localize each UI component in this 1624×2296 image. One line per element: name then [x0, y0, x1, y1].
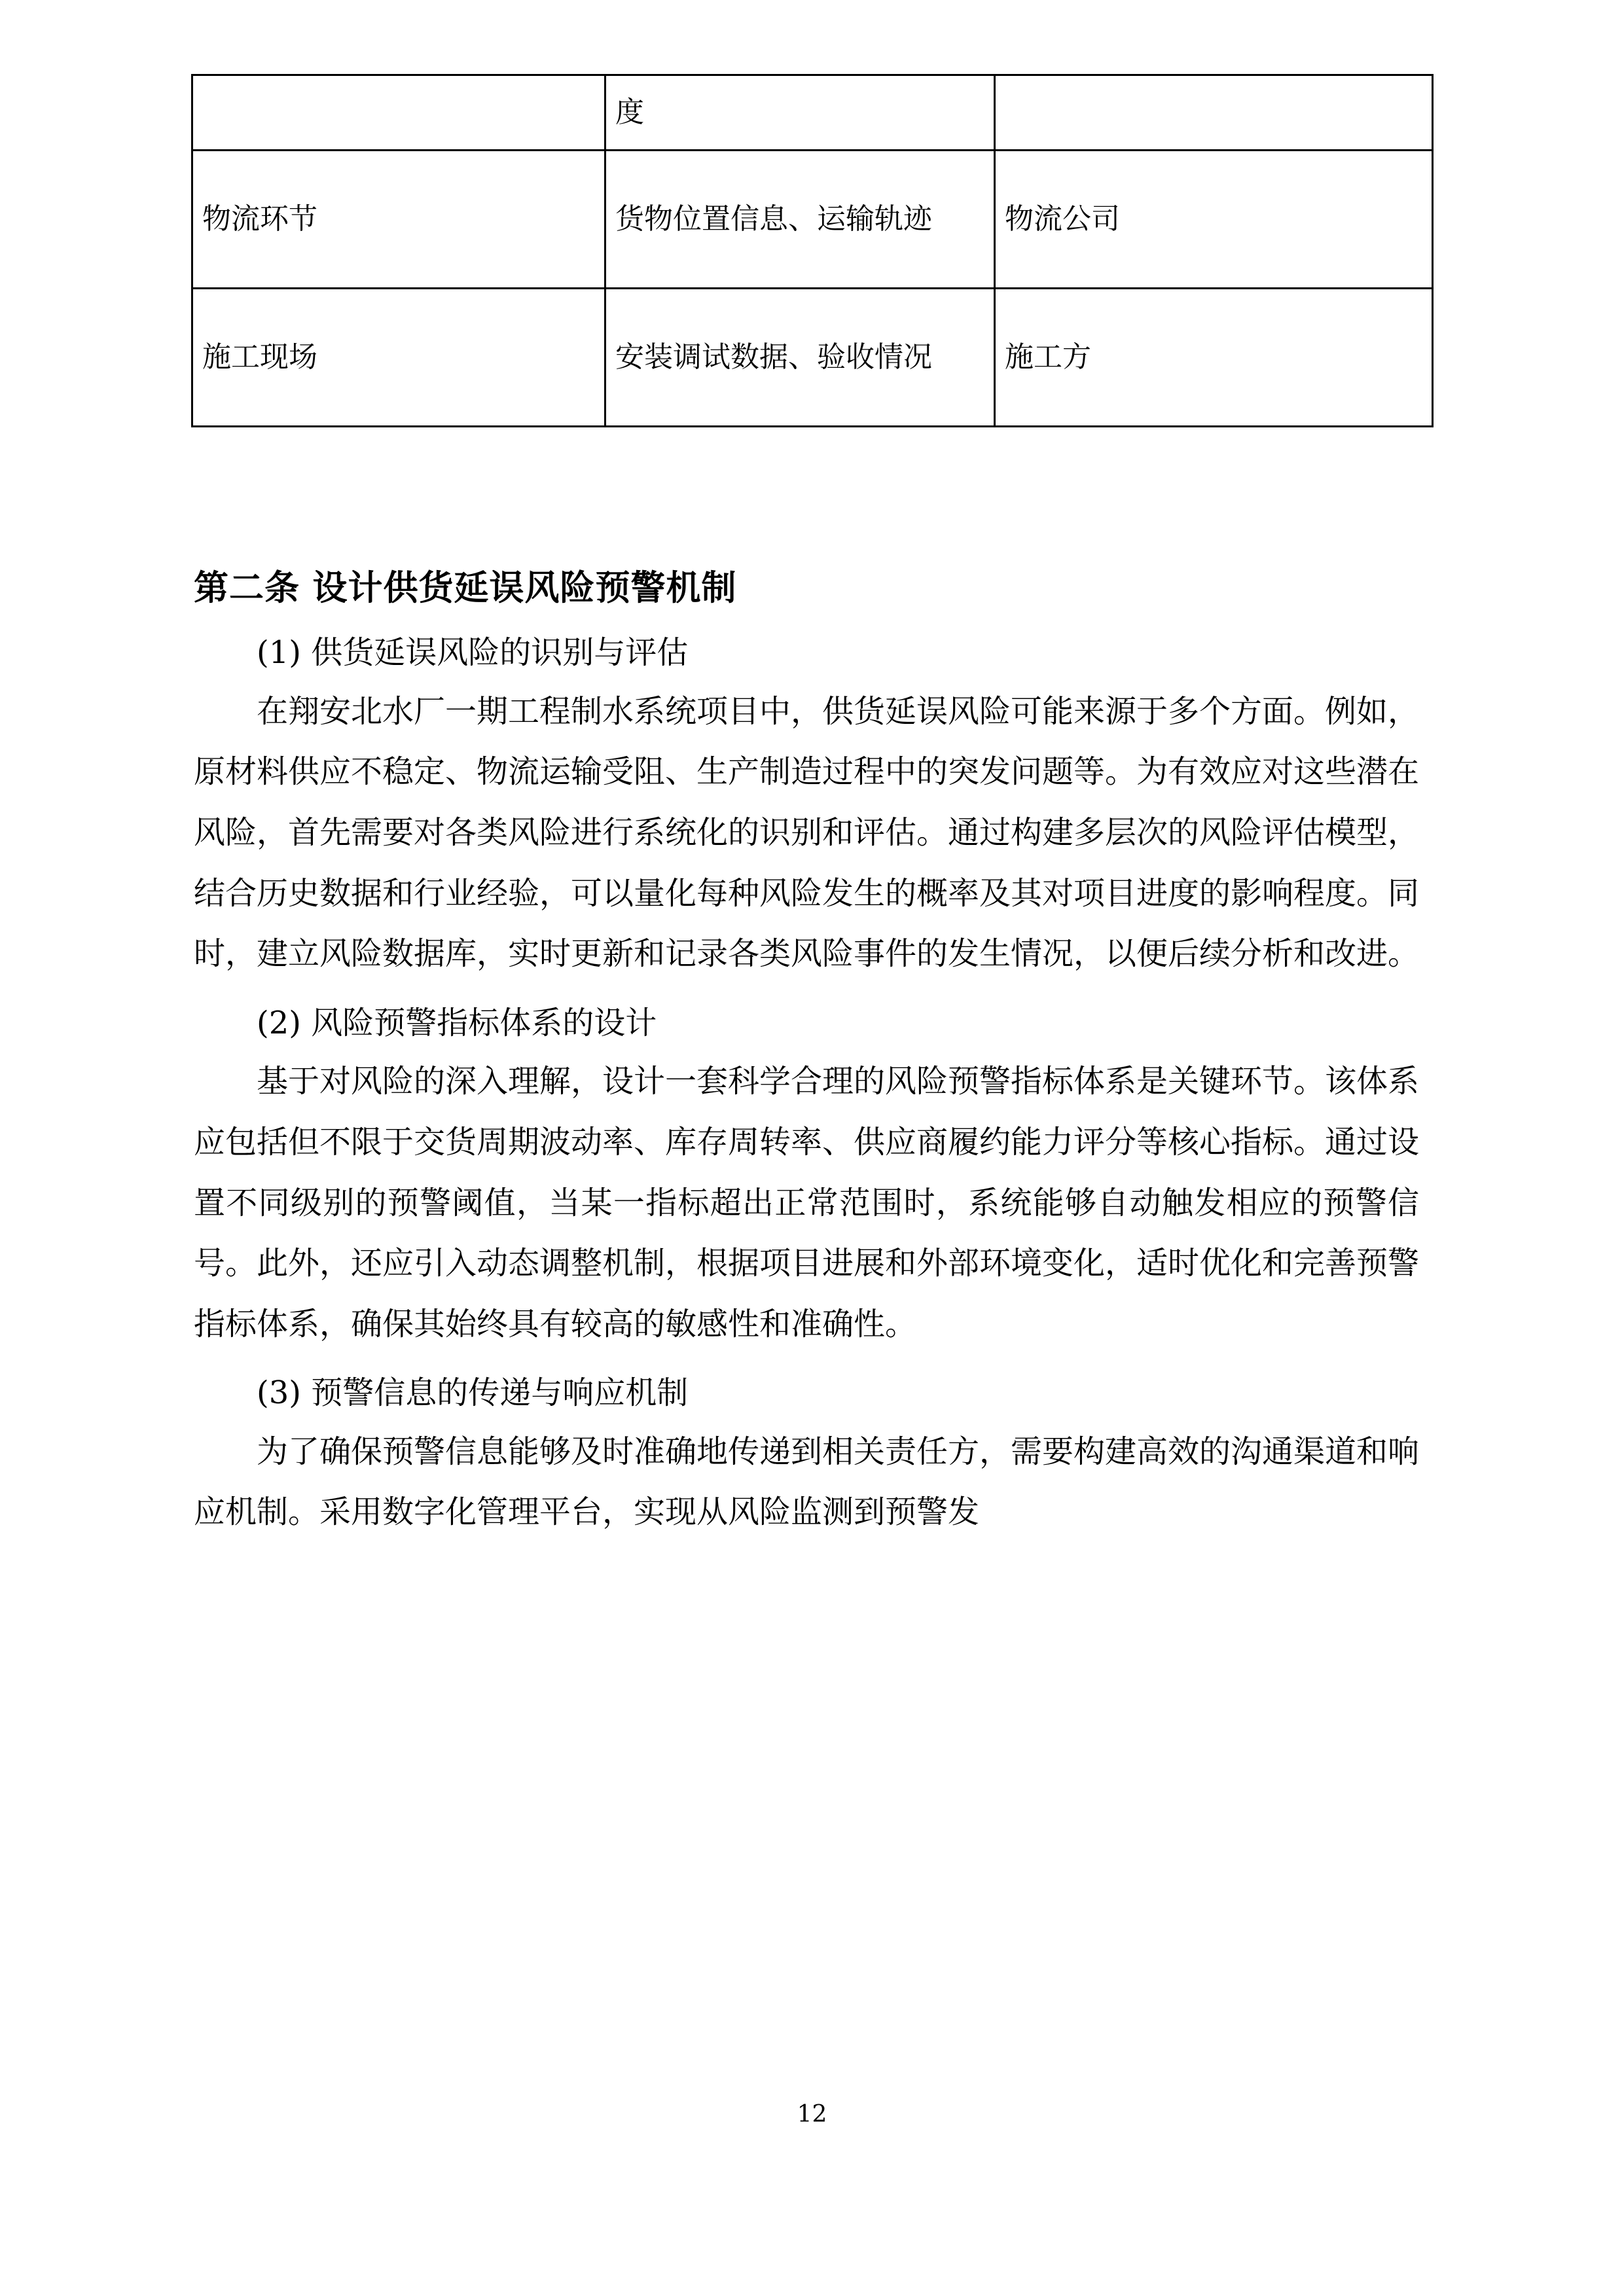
article-heading: 第二条 设计供货延误风险预警机制: [194, 568, 737, 608]
article-content: [194, 563, 1419, 1545]
table-row: [192, 289, 1433, 427]
table-container: [191, 74, 1432, 427]
section-heading-2: (2) 风险预警指标体系的设计: [257, 1004, 657, 1041]
data-collection-table: [191, 74, 1434, 427]
cell-stage: 施工现场: [192, 289, 605, 427]
cell-stage: [192, 75, 605, 151]
section-body-3: 为了确保预警信息能够及时准确地传递到相关责任方，需要构建高效的沟通渠道和响应机制。采用数字化管理平台，实现从风险监测到预警发: [194, 1433, 1420, 1531]
cell-party: 施工方: [995, 289, 1433, 427]
section-body-2: 基于对风险的深入理解，设计一套科学合理的风险预警指标体系是关键环节。该体系应包括但不限于交货周期波动率、库存周转率、供应商履约能力评分等核心指标。通过设置不同级别的预警阈值，当某一指标超出正常范围时，系统能够自动触发相应的预警信号。此外，还应引入动态调整机制，根据项目进展和外部环境变化，适时优化和完善预警指标体系，确保其始终具有较高的敏感性和准确性。: [194, 1063, 1420, 1342]
cell-info: 货物位置信息、运输轨迹: [605, 151, 995, 289]
cell-info: 安装调试数据、验收情况: [605, 289, 995, 427]
cell-party: 物流公司: [995, 151, 1433, 289]
section-body-1: 在翔安北水厂一期工程制水系统项目中，供货延误风险可能来源于多个方面。例如，原材料供应不稳定、物流运输受阻、生产制造过程中的突发问题等。为有效应对这些潜在风险，首先需要对各类风险进行系统化的识别和评估。通过构建多层次的风险评估模型，结合历史数据和行业经验，可以量化每种风险发生的概率及其对项目进度的影响程度。同时，建立风险数据库，实时更新和记录各类风险事件的发生情况，以便后续分析和改进。: [194, 692, 1420, 973]
page-number: 12: [797, 2101, 827, 2128]
cell-party: [995, 75, 1433, 151]
table-row: [192, 75, 1433, 151]
section-heading-3: (3) 预警信息的传递与响应机制: [257, 1374, 689, 1412]
cell-stage: 物流环节: [192, 151, 605, 289]
table-row: [192, 151, 1433, 289]
cell-info: 度: [605, 75, 995, 151]
section-heading-1: (1) 供货延误风险的识别与评估: [257, 634, 689, 672]
